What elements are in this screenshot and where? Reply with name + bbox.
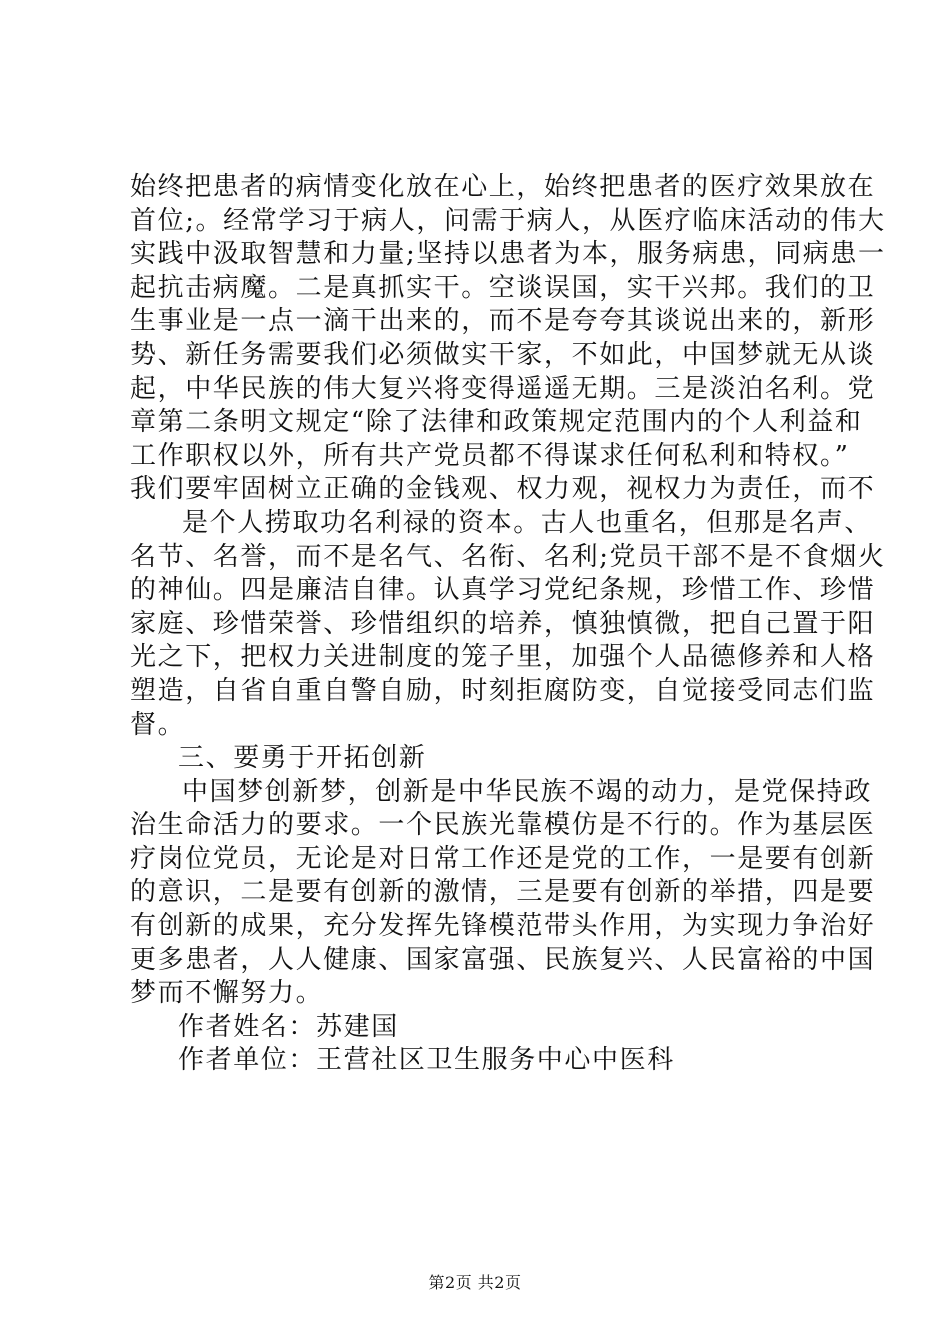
text-line: 督。	[130, 709, 186, 740]
text-line: 是个人捞取功名利禄的资本。古人也重名，但那是名声、	[182, 507, 873, 538]
text-line: 梦而不懈努力。	[130, 978, 324, 1009]
text-line: 的意识，二是要有创新的激情，三是要有创新的举措，四是要	[130, 877, 876, 908]
text-line: 首位;。经常学习于病人，问需于病人，从医疗临床活动的伟大	[130, 205, 886, 236]
page-number-footer: 第2页 共2页	[428, 1273, 522, 1292]
document-body	[130, 171, 886, 1078]
text-line: 起抗击病魔。二是真抓实干。空谈误国，实干兴邦。我们的卫	[130, 272, 876, 303]
text-line: 实践中汲取智慧和力量;坚持以患者为本，服务病患，同病患一	[130, 239, 886, 270]
text-line: 更多患者，人人健康、国家富强、民族复兴、人民富裕的中国	[130, 944, 876, 975]
text-line: 起，中华民族的伟大复兴将变得遥遥无期。三是淡泊名利。党	[130, 373, 876, 404]
text-line: 中国梦创新梦，创新是中华民族不竭的动力，是党保持政	[182, 776, 873, 807]
text-line: 疗岗位党员，无论是对日常工作还是党的工作，一是要有创新	[130, 843, 876, 874]
text-line: 有创新的成果，充分发挥先锋模范带头作用，为实现力争治好	[130, 911, 876, 942]
text-line: 势、新任务需要我们必须做实干家，不如此，中国梦就无从谈	[130, 339, 876, 370]
text-line: 治生命活力的要求。一个民族光靠模仿是不行的。作为基层医	[130, 810, 876, 841]
author-affiliation: 作者单位：王营社区卫生服务中心中医科	[178, 1045, 675, 1076]
text-line: 光之下，把权力关进制度的笼子里，加强个人品德修养和人格	[130, 642, 876, 673]
text-line: 始终把患者的病情变化放在心上，始终把患者的医疗效果放在	[130, 172, 876, 202]
text-line: 塑造，自省自重自警自励，时刻拒腐防变，自觉接受同志们监	[130, 675, 876, 706]
text-line: 工作职权以外，所有共产党员都不得谋求任何私利和特权。”	[130, 440, 850, 471]
text-line: 章第二条明文规定“除了法律和政策规定范围内的个人利益和	[130, 407, 863, 438]
text-line: 家庭、珍惜荣誉、珍惜组织的培养，慎独慎微，把自己置于阳	[130, 608, 876, 639]
text-line: 名节、名誉，而不是名气、名衔、名利;党员干部不是不食烟火	[130, 541, 886, 572]
text-line: 的神仙。四是廉洁自律。认真学习党纪条规，珍惜工作、珍惜	[130, 575, 876, 606]
section-heading: 三、要勇于开拓创新	[178, 743, 427, 774]
text-line: 我们要牢固树立正确的金钱观、权力观，视权力为责任，而不	[130, 474, 876, 505]
author-name: 作者姓名：苏建国	[178, 1011, 399, 1042]
text-line: 生事业是一点一滴干出来的，而不是夸夸其谈说出来的，新形	[130, 306, 876, 337]
